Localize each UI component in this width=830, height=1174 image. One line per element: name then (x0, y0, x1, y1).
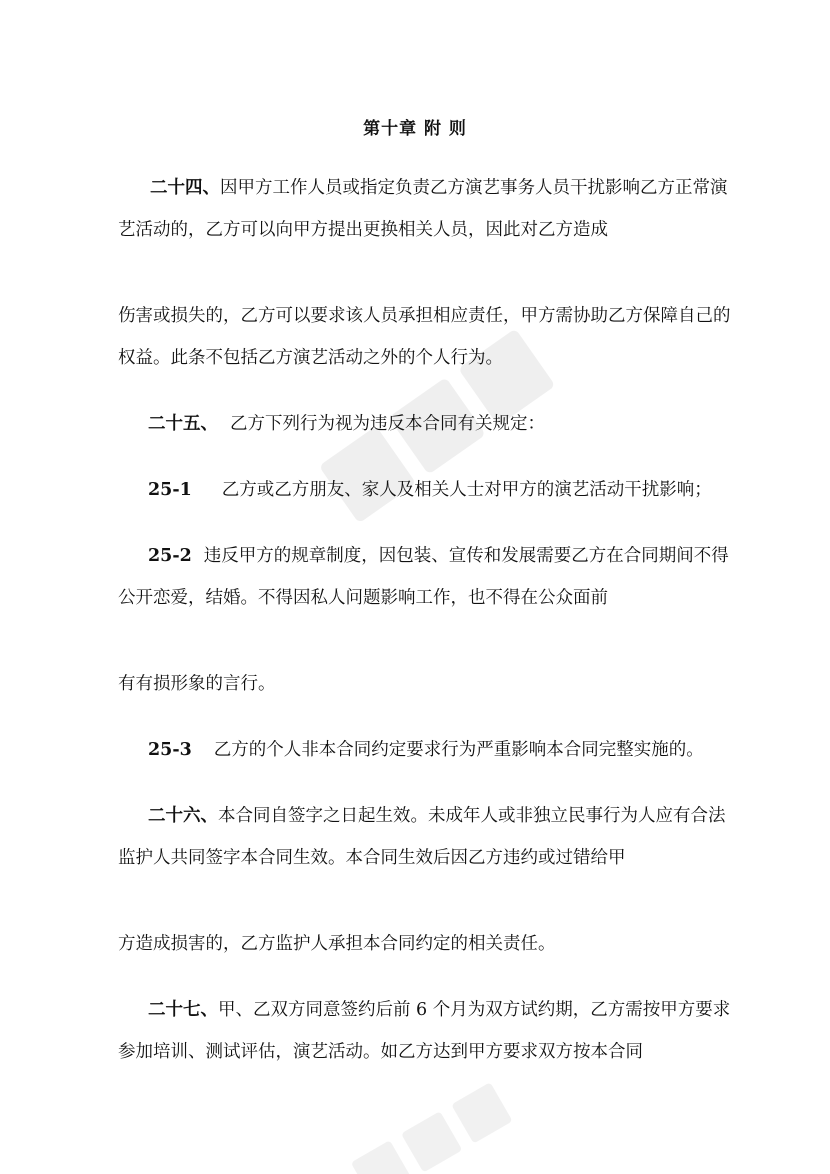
article-24-line-2: 艺活动的，乙方可以向甲方提出更换相关人员，因此对乙方造成 (118, 220, 608, 240)
article-25-text: 乙方下列行为视为违反本合同有关规定： (230, 414, 545, 434)
clause-25-1-line (148, 478, 712, 502)
clause-25-3-number: 25-3 (148, 740, 192, 760)
article-26-text-1: 本合同自签字之日起生效。未成年人或非独立民事行为人应有合法 (218, 806, 726, 826)
article-27-text-1: 甲、乙双方同意签约后前 6 个月为双方试约期，乙方需按甲方要求 (218, 1000, 731, 1020)
clause-25-3-text: 乙方的个人非本合同约定要求行为严重影响本合同完整实施的。 (213, 740, 704, 760)
clause-25-2-line-2: 公开恋爱，结婚。不得因私人问题影响工作，也不得在公众面前 (118, 588, 608, 608)
article-27-number: 二十七、 (148, 1000, 218, 1020)
watermark-logo-bottom (330, 1080, 530, 1174)
clause-25-1-text: 乙方或乙方朋友、家人及相关人士对甲方的演艺活动干扰影响； (221, 480, 712, 500)
clause-25-2-line-3: 有有损形象的言行。 (118, 674, 276, 694)
clause-25-2-number: 25-2 (148, 546, 192, 566)
article-27-line-1 (148, 998, 730, 1022)
clause-25-1-number: 25-1 (148, 480, 192, 500)
article-24-line-4: 权益。此条不包括乙方演艺活动之外的个人行为。 (118, 348, 503, 368)
article-24-line-1 (150, 176, 728, 200)
article-26-line-3: 方造成损害的，乙方监护人承担本合同约定的相关责任。 (118, 934, 556, 954)
article-24-line-3: 伤害或损失的，乙方可以要求该人员承担相应责任，甲方需协助乙方保障自己的 (118, 306, 731, 326)
article-24-text-1: 因甲方工作人员或指定负责乙方演艺事务人员干扰影响乙方正常演 (220, 178, 728, 198)
clause-25-3-line (148, 738, 704, 762)
article-24-number: 二十四、 (150, 178, 220, 198)
article-26-line-2: 监护人共同签字本合同生效。本合同生效后因乙方违约或过错给甲 (118, 848, 626, 868)
article-26-line-1 (148, 804, 726, 828)
clause-25-2-text-1: 违反甲方的规章制度，因包装、宣传和发展需要乙方在合同期间不得 (203, 546, 729, 566)
chapter-title: 第十章 附 则 (363, 119, 467, 139)
article-27-line-2: 参加培训、测试评估，演艺活动。如乙方达到甲方要求双方按本合同 (118, 1042, 643, 1062)
clause-25-2-line-1 (148, 544, 729, 568)
article-25-number: 二十五、 (148, 414, 218, 434)
article-25-line (148, 412, 545, 436)
article-26-number: 二十六、 (148, 806, 218, 826)
